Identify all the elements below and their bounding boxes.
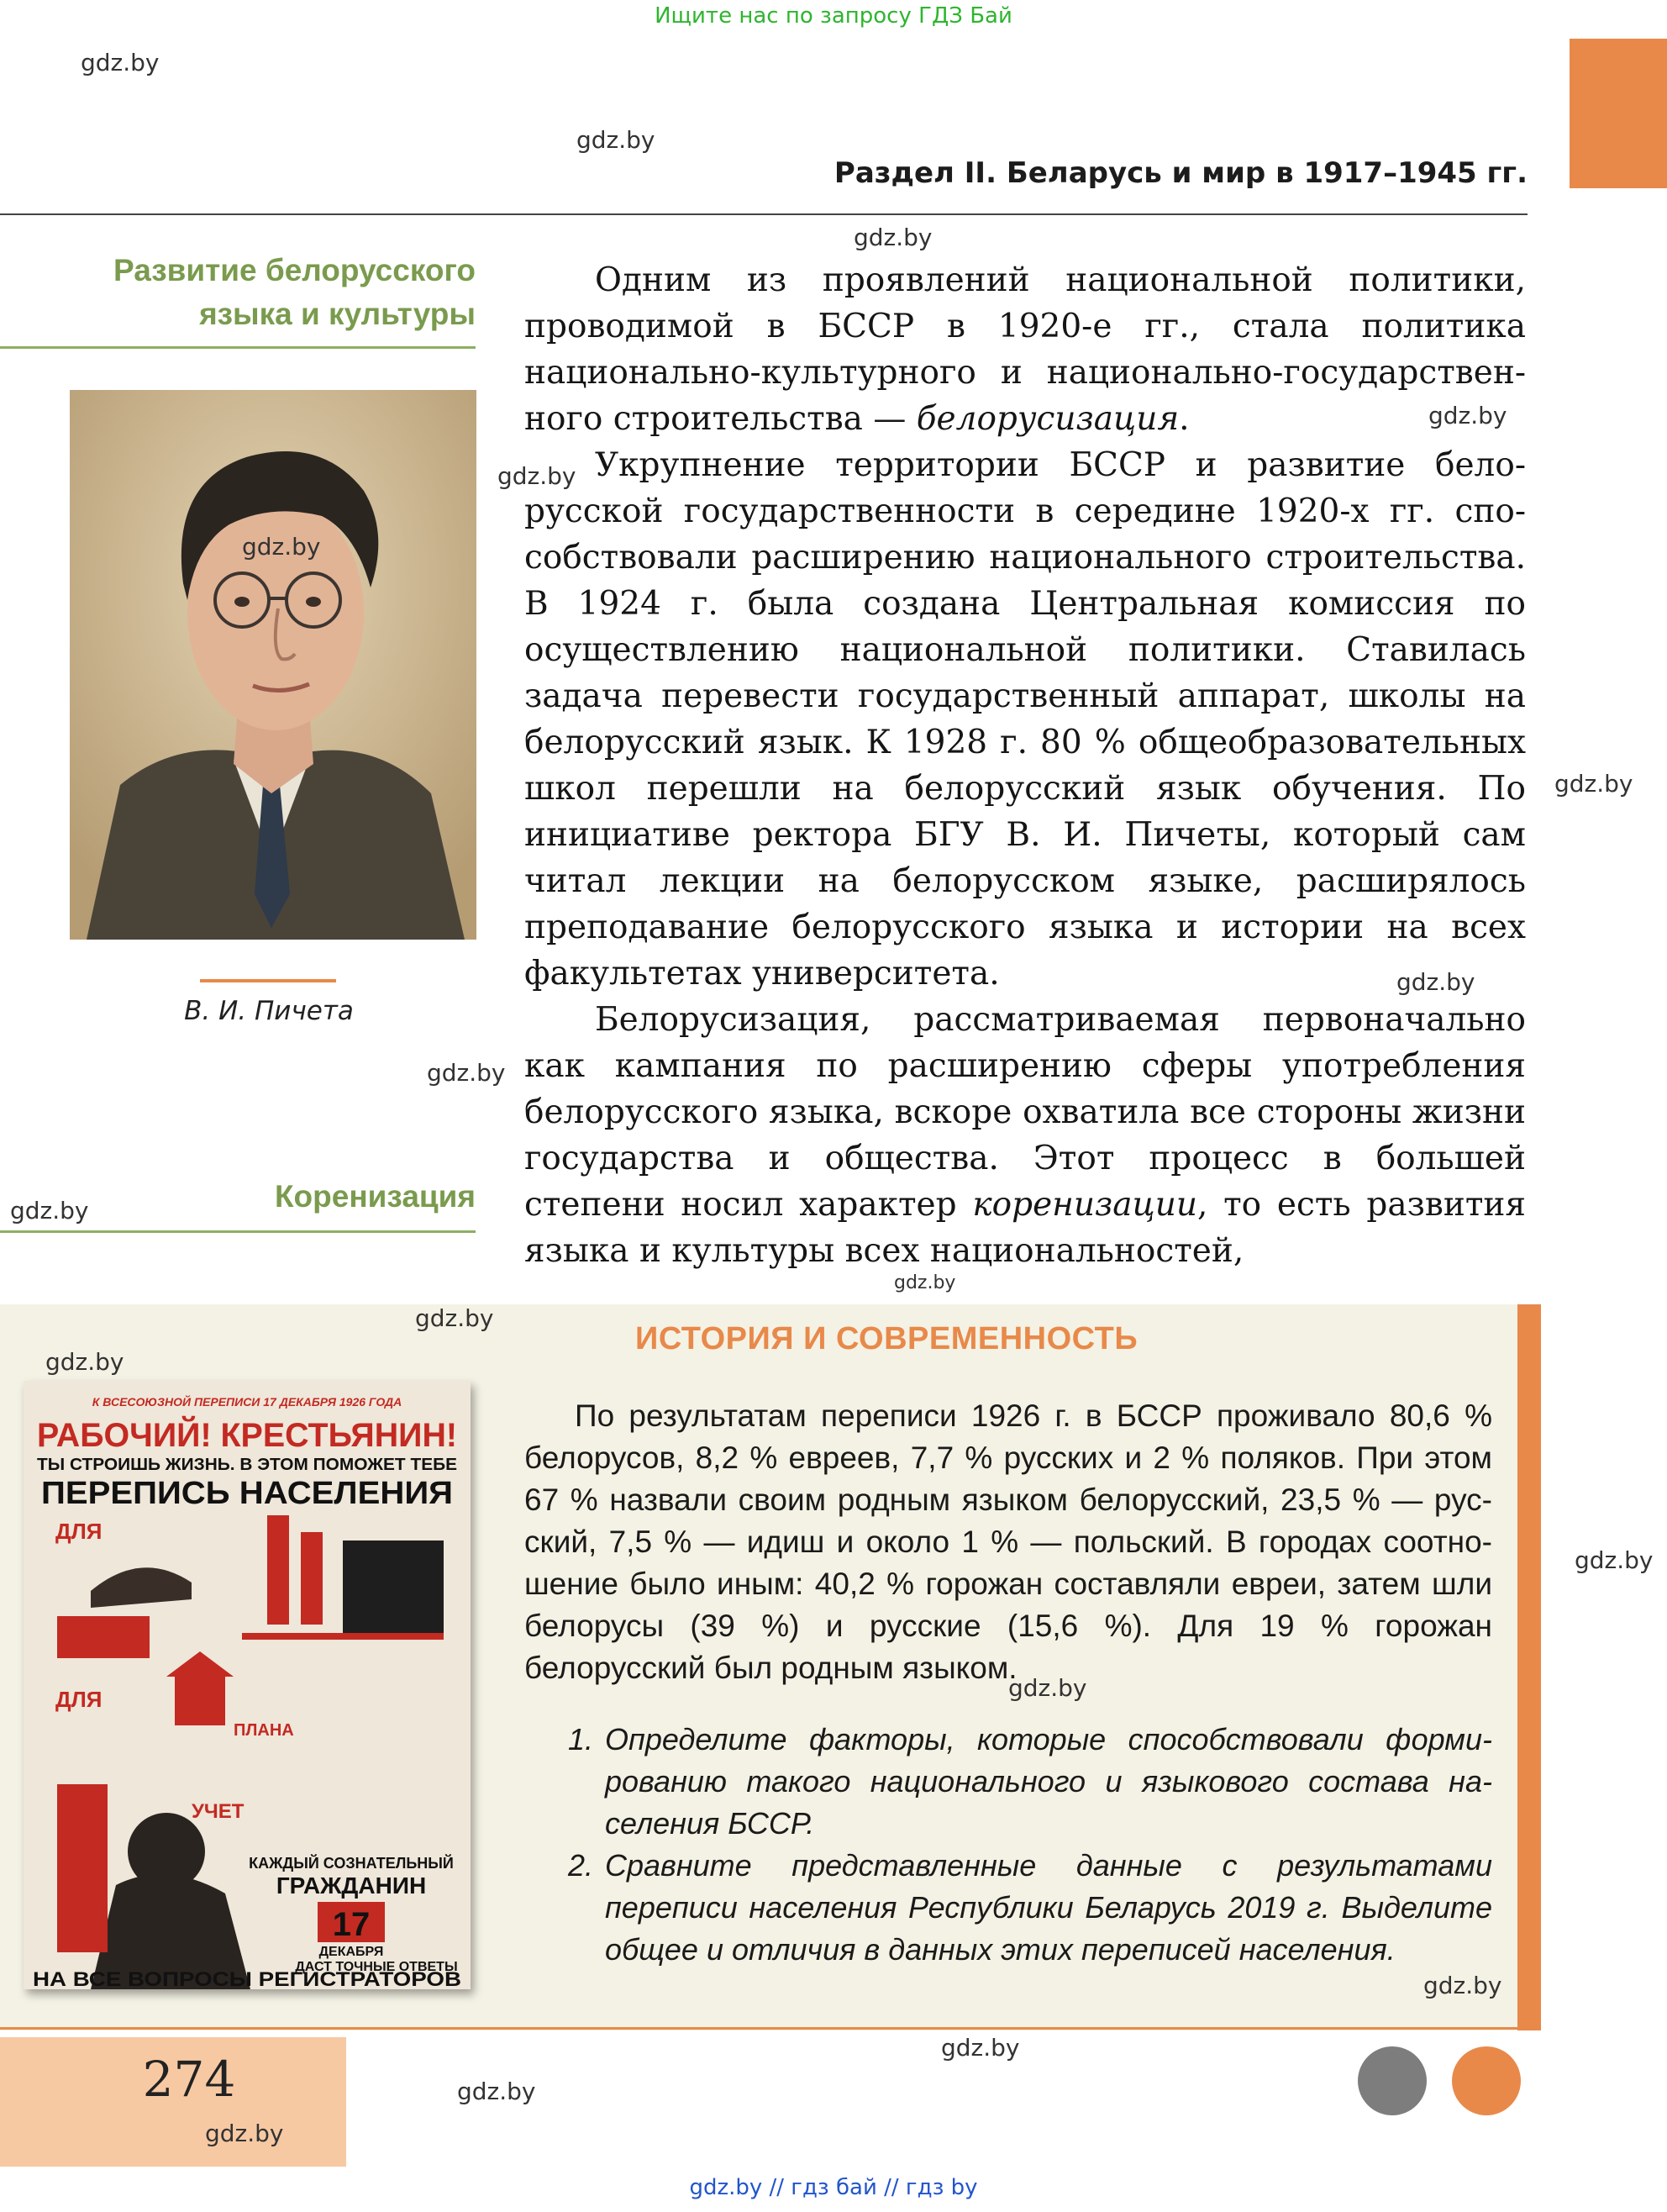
gray-dot-decoration (1358, 2046, 1427, 2115)
poster-dast: ДАСТ ТОЧНЫЕ ОТВЕТЫ (295, 1960, 458, 1974)
section-color-tab (1570, 39, 1667, 188)
history-box-accent-bar (1517, 1304, 1541, 2030)
watermark: gdz.by (242, 533, 321, 561)
question-item (568, 1845, 1492, 1971)
bottom-links[interactable]: gdz.by // гдз бай // гдз by (689, 2175, 978, 2200)
poster-drawing (24, 1381, 471, 1989)
poster-date-num: 17 (332, 1906, 371, 1943)
watermark: gdz.by (10, 1197, 89, 1224)
sidebar-heading-korenizatsiya: Коренизация (274, 1179, 476, 1214)
text-run: . (1179, 400, 1190, 438)
text-run: Одним из проявлений национальной политики, проводимой в БССР в 1920-е гг., стала политика национально-культурного и национально-государственного строительства — (524, 261, 1526, 438)
poster-grazhdanin: ГРАЖДАНИН (276, 1872, 427, 1899)
main-text-column (524, 257, 1526, 1274)
caption-divider (200, 979, 336, 982)
watermark: gdz.by (1554, 770, 1633, 798)
question-number: 1. (568, 1722, 594, 1756)
poster-line2: ТЫ СТРОИШЬ ЖИЗНЬ. В ЭТОМ ПОМОЖЕТ ТЕБЕ (37, 1456, 457, 1474)
orange-dot-decoration (1452, 2046, 1521, 2115)
watermark: gdz.by (497, 462, 576, 490)
watermark: gdz.by (205, 2120, 284, 2147)
watermark: gdz.by (1396, 968, 1475, 996)
section-header-title: Раздел II. Беларусь и мир в 1917–1945 гг. (834, 156, 1528, 190)
watermark: gdz.by (941, 2034, 1020, 2062)
page-number: 274 (142, 2051, 236, 2108)
portrait-caption: В. И. Пичета (184, 996, 354, 1026)
watermark: gdz.by (854, 224, 933, 251)
footer-rule (0, 2027, 1528, 2030)
paragraph (524, 257, 1526, 442)
question-item (568, 1719, 1492, 1845)
poster-line1: РАБОЧИЙ! КРЕСТЬЯНИН! (37, 1417, 464, 1454)
poster-line-top: К ВСЕСОЮЗНОЙ ПЕРЕПИСИ 17 ДЕКАБРЯ 1926 ГОДА (92, 1395, 402, 1409)
term-belarusization: белорусизация (916, 400, 1180, 438)
sidebar-heading-rule (0, 1230, 476, 1233)
paragraph (524, 997, 1526, 1274)
questions-list (568, 1719, 1492, 1971)
history-box-paragraph: По результатам переписи 1926 г. в БССР проживало 80,6 % белорусов, 8,2 % евреев, 7,7 % русских и 2 % поляков. При этом 67 % назвали своим родным языком белорусский, 23,5 % — русский, 7,5 % — идиш и около 1 % — польский. В городах соотношение было иным: 40,2 % горожан составляли евреи, затем шли белорусы (39 %) и русские (15,6 %). Для 19 % горожан белорусский был родным языком. (524, 1398, 1492, 1685)
question-number: 2. (568, 1848, 594, 1883)
top-search-hint: Ищите нас по запросу ГДЗ Бай (655, 3, 1012, 29)
poster-dlya1: ДЛЯ (55, 1519, 103, 1544)
watermark: gdz.by (1423, 1972, 1502, 1999)
portrait-drawing (70, 390, 476, 940)
watermark: gdz.by (1008, 1674, 1087, 1702)
history-box-text (524, 1395, 1492, 1689)
paragraph: Укрупнение территории БССР и развитие белорусской государственности в середине 1920-х гг. способствовали расширению национального строительства. В 1924 г. была создана Центральная комиссия по осуществлению национальной политики. Ставилась задача перевести государственный аппарат, школы на белорусский язык. К 1928 г. 80 % общеобразовательных школ перешли на белорусский язык обучения. По инициативе ректора БГУ В. И. Пичеты, который сам читал лекции на белорусском языке, расширялось преподавание белорусского языка и истории на всех факультетах университета. (524, 446, 1526, 993)
question-text: Определите факторы, которые способствовали формированию такого национального и языкового состава населения БССР. (605, 1722, 1492, 1841)
term-korenizatsiya: коренизации (972, 1186, 1197, 1224)
watermark: gdz.by (1575, 1546, 1654, 1574)
watermark: gdz.by (894, 1272, 956, 1293)
watermark: gdz.by (81, 49, 160, 76)
watermark: gdz.by (1428, 402, 1507, 429)
watermark: gdz.by (576, 126, 655, 154)
poster-kazhdy: КАЖДЫЙ СОЗНАТЕЛЬНЫЙ (249, 1855, 454, 1872)
poster-dlya2: ДЛЯ (55, 1687, 103, 1712)
sidebar-heading-rule (0, 346, 476, 349)
question-text: Сравните представленные данные с результатами переписи населения Республики Беларусь 2019 г. Выделите общее и отличия в данных этих переписей населения. (605, 1848, 1492, 1967)
text-run: Белорусизация, рассматриваемая первоначально как кампания по расширению сферы употребления белорусского языка, вскоре охватила все стороны жизни государства и общества. Этот процесс в большей степени носил характер (524, 1001, 1526, 1224)
header-rule (0, 213, 1528, 215)
sidebar-heading-language-culture (113, 249, 476, 336)
poster-date-month: ДЕКАБРЯ (318, 1945, 384, 1959)
poster-plana: ПЛАНА (234, 1721, 294, 1740)
poster-line3: ПЕРЕПИСЬ НАСЕЛЕНИЯ (41, 1476, 453, 1511)
poster-uchet: УЧЕТ (192, 1800, 245, 1823)
history-box-title: ИСТОРИЯ И СОВРЕМЕННОСТЬ (635, 1321, 1139, 1356)
watermark: gdz.by (415, 1304, 494, 1332)
sidebar-heading-line: языка и культуры (199, 297, 476, 331)
portrait-picheta-image (70, 390, 476, 940)
census-poster-image (24, 1381, 471, 1989)
text-run: , то есть развития языка и культуры всех национальностей, (524, 1186, 1526, 1270)
sidebar-heading-line: Развитие белорусского (113, 253, 476, 287)
poster-bottom: НА ВСЕ ВОПРОСЫ РЕГИСТРАТОРОВ (33, 1968, 461, 1989)
watermark: gdz.by (427, 1059, 506, 1087)
watermark: gdz.by (45, 1348, 124, 1376)
watermark: gdz.by (457, 2078, 536, 2105)
